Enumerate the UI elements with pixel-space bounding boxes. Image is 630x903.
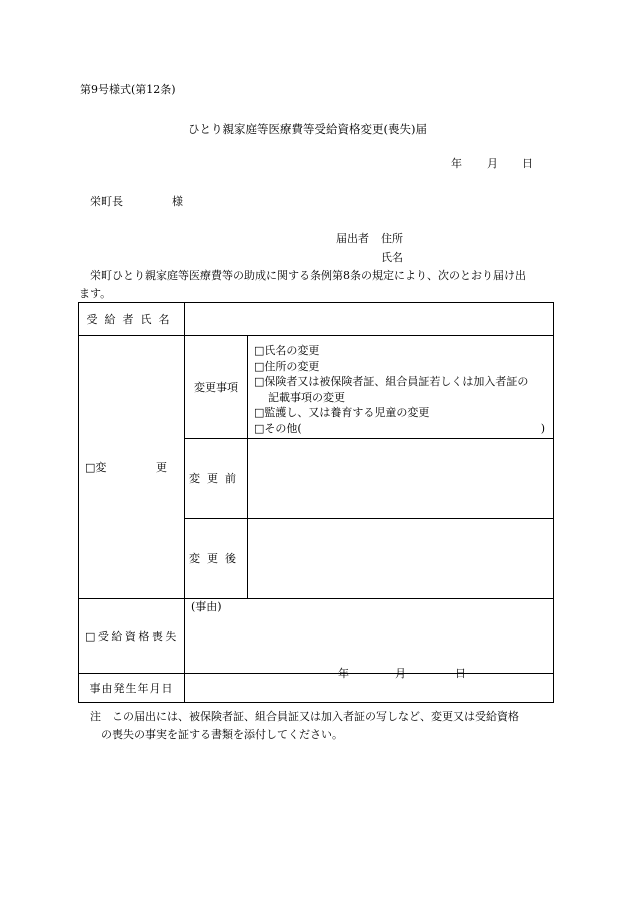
reason-label: (事由) — [191, 600, 222, 613]
recipient-name-field[interactable] — [185, 303, 554, 336]
filer-name-label: 氏名 — [381, 251, 403, 264]
change-item-address-checkbox[interactable]: □住所の変更 — [254, 359, 320, 373]
date-year-label: 年 — [451, 157, 462, 170]
change-label-end: 更 — [156, 460, 167, 474]
before-field[interactable] — [248, 439, 554, 519]
addressee-name: 栄町長 — [90, 195, 123, 208]
form-title: ひとり親家庭等医療費等受給資格変更(喪失)届 — [188, 122, 427, 136]
date-day-label: 日 — [522, 157, 533, 170]
note-text-line2: の喪失の事実を証する書類を添付してください。 — [101, 728, 343, 741]
recipient-name-label: 受給者氏名 — [86, 312, 177, 326]
event-month-label: 月 — [395, 667, 406, 680]
intro-text-line1: 栄町ひとり親家庭等医療費等の助成に関する条例第8条の規定により、次のとおり届け出 — [90, 269, 526, 282]
event-year-label: 年 — [338, 667, 349, 680]
filer-label: 届出者 — [336, 232, 369, 245]
loss-checkbox-label[interactable]: □受給資格喪失 — [85, 629, 179, 643]
change-items-label-cell — [185, 336, 248, 439]
change-items-label: 変更事項 — [194, 380, 238, 394]
date-month-label: 月 — [487, 157, 498, 170]
recipient-name-label-cell — [79, 303, 185, 336]
change-item-child-checkbox[interactable]: □監護し、又は養育する児童の変更 — [254, 406, 430, 419]
form-number: 第9号様式(第12条) — [80, 83, 176, 96]
note-text-line1: 注 この届出には、被保険者証、組合員証又は加入者証の写しなど、変更又は受給資格 — [90, 710, 519, 723]
event-day-label: 日 — [455, 667, 466, 680]
intro-text-line2: ます。 — [79, 287, 112, 300]
event-date-label-cell — [79, 674, 185, 703]
reason-field[interactable] — [185, 599, 554, 674]
after-field[interactable] — [248, 519, 554, 599]
change-item-name-checkbox[interactable]: □氏名の変更 — [254, 344, 320, 357]
change-item-other-close-paren: ) — [540, 421, 545, 435]
change-item-other-checkbox[interactable]: □その他( — [254, 421, 302, 435]
after-label-cell — [185, 519, 248, 599]
addressee-honorific: 様 — [172, 195, 183, 208]
before-label: 変更前 — [189, 472, 243, 485]
event-date-field[interactable] — [185, 667, 554, 703]
change-checkbox-label[interactable]: □変 — [85, 460, 107, 474]
change-item-other-row[interactable] — [254, 421, 553, 437]
change-item-insurance-continued: 記載事項の変更 — [268, 390, 345, 404]
before-label-cell — [185, 439, 248, 519]
change-items-list — [248, 336, 554, 439]
change-item-insurance-checkbox[interactable]: □保険者又は被保険者証、組合員証若しくは加入者証の — [254, 375, 529, 388]
application-form-table — [78, 302, 554, 703]
event-date-label: 事由発生年月日 — [89, 681, 174, 695]
after-label: 変更後 — [189, 552, 243, 565]
change-label-cell — [79, 336, 185, 599]
loss-label-cell — [79, 599, 185, 674]
filer-address-label: 住所 — [381, 232, 403, 245]
